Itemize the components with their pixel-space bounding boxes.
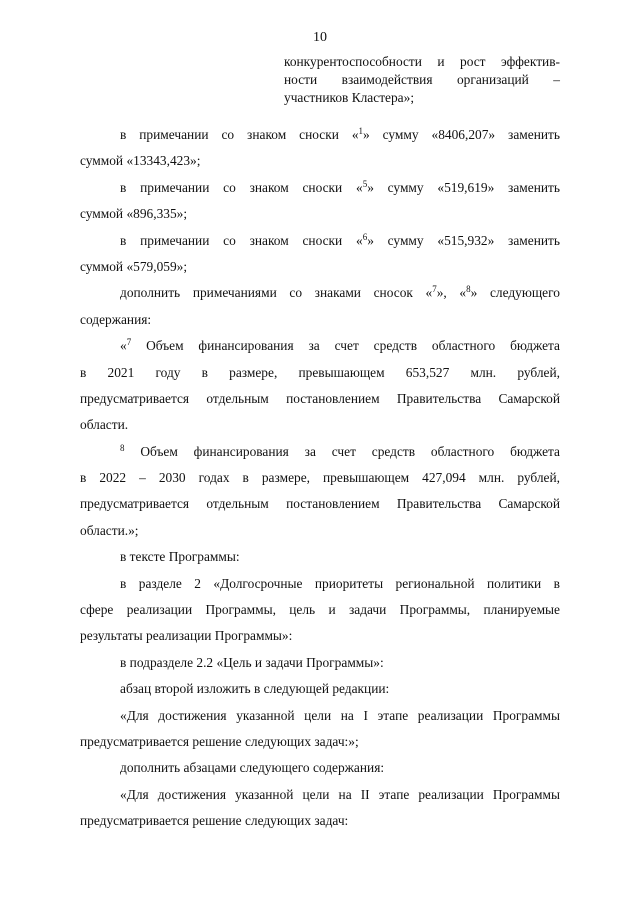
- paragraph-line: сфере реализации Программы, цель и задачи Программы, планируемые: [80, 602, 560, 618]
- paragraph-subsection-2-2: [80, 650, 560, 676]
- footnote-mark: 7: [126, 337, 132, 348]
- paragraph-footnote-7-text: [80, 333, 560, 439]
- paragraph-footnote-1-amount: [80, 122, 560, 175]
- paragraph-line: дополнить примечаниями со знаками сносок «$^7$», «$^8$» следующего: [120, 284, 560, 301]
- footnote-mark: 8: [466, 284, 471, 295]
- footnote-mark: 8: [120, 442, 125, 453]
- paragraph-line: $^8$ Объем финансирования за счет средств областного бюджета: [120, 442, 560, 459]
- paragraph-line: «Для достижения указанной цели на II этапе реализации Программы: [120, 786, 560, 802]
- paragraph-line: «$^7$ Объем финансирования за счет средств областного бюджета: [120, 337, 560, 354]
- paragraph-line: в примечании со знаком сноски «$^1$» сумму «8406,207» заменить: [120, 126, 560, 142]
- paragraph-line: в тексте Программы:: [120, 549, 240, 565]
- table-cell-continuation: [284, 53, 560, 107]
- document-body: [80, 122, 560, 835]
- page-number: 10: [313, 30, 327, 45]
- paragraph-line: области.: [80, 417, 129, 433]
- paragraph-program-text: [80, 544, 560, 570]
- footnote-mark: 1: [358, 126, 364, 136]
- paragraph-stage-1: [80, 703, 560, 756]
- footnote-mark: 6: [362, 231, 368, 242]
- paragraph-line: предусматривается решение следующих задач:»;: [80, 733, 359, 749]
- paragraph-line: области.»;: [80, 522, 139, 538]
- paragraph-line: суммой «579,059»;: [80, 258, 188, 274]
- paragraph-line: «Для достижения указанной цели на I этапе реализации Программы: [120, 707, 560, 723]
- paragraph-footnote-5-amount: [80, 175, 560, 228]
- paragraph-line: суммой «13343,423»;: [80, 153, 201, 169]
- paragraph-line: предусматривается решение следующих задач:: [80, 813, 349, 829]
- paragraph-add-footnotes: [80, 280, 560, 333]
- paragraph-section-2: [80, 571, 560, 650]
- paragraph-stage-2: [80, 782, 560, 835]
- footnote-mark: 7: [432, 284, 437, 295]
- paragraph-line: абзац второй изложить в следующей редакции:: [120, 681, 390, 697]
- paragraph-line: в подразделе 2.2 «Цель и задачи Программы»:: [120, 654, 384, 670]
- table-tail-line: участников Кластера»;: [284, 90, 415, 105]
- table-tail-line: ности взаимодействия организаций –: [284, 72, 560, 87]
- paragraph-line: в 2022 – 2030 годах в размере, превышающем 427,094 млн. рублей,: [80, 470, 560, 486]
- paragraph-line: в примечании со знаком сноски «$^6$» сумму «515,932» заменить: [120, 231, 560, 248]
- paragraph-line: суммой «896,335»;: [80, 206, 188, 222]
- paragraph-footnote-8-text: [80, 439, 560, 545]
- paragraph-line: предусматривается отдельным постановлением Правительства Самарской: [80, 390, 560, 406]
- paragraph-second-abzac: [80, 676, 560, 702]
- paragraph-line: предусматривается отдельным постановлением Правительства Самарской: [80, 496, 560, 512]
- paragraph-line: содержания:: [80, 311, 152, 327]
- paragraph-add-abzacs: [80, 755, 560, 781]
- paragraph-line: дополнить абзацами следующего содержания:: [120, 760, 385, 776]
- paragraph-line: результаты реализации Программы»:: [80, 628, 293, 644]
- paragraph-line: в примечании со знаком сноски «$^5$» сумму «519,619» заменить: [120, 178, 560, 195]
- paragraph-line: в разделе 2 «Долгосрочные приоритеты региональной политики в: [120, 575, 560, 591]
- paragraph-line: в 2021 году в размере, превышающем 653,527 млн. рублей,: [80, 364, 560, 380]
- paragraph-footnote-6-amount: [80, 228, 560, 281]
- table-tail-line: конкурентоспособности и рост эффектив-: [284, 54, 560, 69]
- footnote-mark: 5: [362, 178, 368, 189]
